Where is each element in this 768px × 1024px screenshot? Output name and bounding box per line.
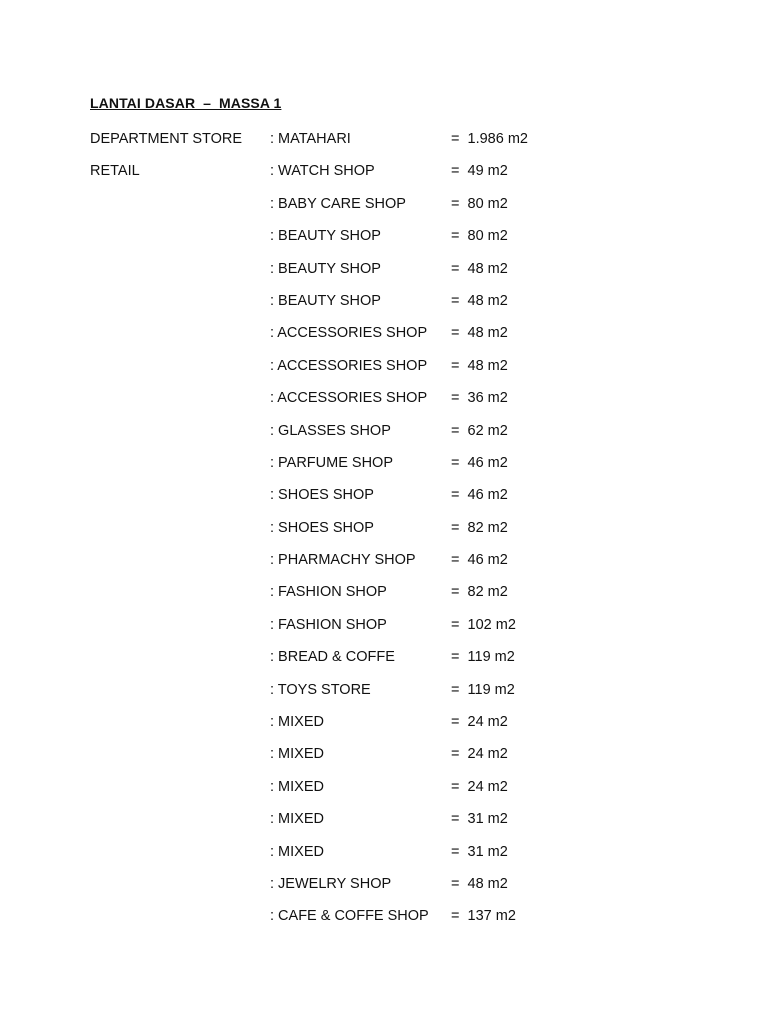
space-area: = 62 m2 xyxy=(451,422,508,439)
space-area: = 82 m2 xyxy=(451,519,508,536)
list-item xyxy=(0,680,768,712)
space-area: = 80 m2 xyxy=(451,228,508,245)
space-area: = 31 m2 xyxy=(451,843,508,860)
list-item xyxy=(0,388,768,420)
space-name: : SHOES SHOP xyxy=(270,519,374,536)
list-item xyxy=(0,453,768,485)
space-name: : WATCH SHOP xyxy=(270,163,375,180)
space-area: = 31 m2 xyxy=(451,811,508,828)
space-name: : MIXED xyxy=(270,811,324,828)
list-item xyxy=(0,582,768,614)
space-area: = 36 m2 xyxy=(451,390,508,407)
list-item xyxy=(0,129,768,161)
area-list xyxy=(0,129,768,939)
page-title: LANTAI DASAR – MASSA 1 xyxy=(90,95,282,111)
space-area: = 49 m2 xyxy=(451,163,508,180)
list-item xyxy=(0,323,768,355)
space-name: : MIXED xyxy=(270,843,324,860)
space-area: = 80 m2 xyxy=(451,195,508,212)
space-name: : PHARMACHY SHOP xyxy=(270,552,416,569)
space-name: : SHOES SHOP xyxy=(270,487,374,504)
list-item xyxy=(0,615,768,647)
space-name: : BEAUTY SHOP xyxy=(270,260,381,277)
space-area: = 46 m2 xyxy=(451,454,508,471)
list-item xyxy=(0,356,768,388)
space-area: = 137 m2 xyxy=(451,908,516,925)
list-item xyxy=(0,259,768,291)
list-item xyxy=(0,809,768,841)
space-area: = 102 m2 xyxy=(451,616,516,633)
list-item xyxy=(0,744,768,776)
list-item xyxy=(0,421,768,453)
space-name: : MIXED xyxy=(270,746,324,763)
list-item xyxy=(0,161,768,193)
space-area: = 48 m2 xyxy=(451,260,508,277)
space-name: : ACCESSORIES SHOP xyxy=(270,390,428,407)
list-item xyxy=(0,842,768,874)
list-item xyxy=(0,874,768,906)
list-item xyxy=(0,518,768,550)
space-area: = 48 m2 xyxy=(451,875,508,892)
space-name: : FASHION SHOP xyxy=(270,584,387,601)
space-name: : BEAUTY SHOP xyxy=(270,292,381,309)
list-item xyxy=(0,906,768,938)
space-name: : GLASSES SHOP xyxy=(270,422,391,439)
space-name: : MIXED xyxy=(270,778,324,795)
space-name: : ACCESSORIES SHOP xyxy=(270,357,428,374)
space-name: : BEAUTY SHOP xyxy=(270,228,381,245)
space-area: = 82 m2 xyxy=(451,584,508,601)
space-name: : MIXED xyxy=(270,714,324,731)
list-item xyxy=(0,712,768,744)
list-item xyxy=(0,647,768,679)
list-item xyxy=(0,226,768,258)
space-area: = 1.986 m2 xyxy=(451,131,528,147)
space-area: = 48 m2 xyxy=(451,357,508,374)
list-item xyxy=(0,485,768,517)
space-area: = 24 m2 xyxy=(451,746,508,763)
list-item xyxy=(0,550,768,582)
space-name: : FASHION SHOP xyxy=(270,616,387,633)
space-name: : BREAD & COFFE xyxy=(270,649,395,666)
space-area: = 46 m2 xyxy=(451,552,508,569)
space-name: : BABY CARE SHOP xyxy=(270,195,406,212)
space-name: : MATAHARI xyxy=(270,131,351,147)
space-name: : ACCESSORIES SHOP xyxy=(270,325,428,342)
space-name: : JEWELRY SHOP xyxy=(270,875,392,892)
category-label: RETAIL xyxy=(90,163,140,180)
space-name: : TOYS STORE xyxy=(270,681,371,698)
space-area: = 119 m2 xyxy=(451,649,515,666)
space-area: = 24 m2 xyxy=(451,714,508,731)
space-area: = 48 m2 xyxy=(451,325,508,342)
space-area: = 119 m2 xyxy=(451,681,515,698)
list-item xyxy=(0,777,768,809)
space-area: = 46 m2 xyxy=(451,487,508,504)
list-item xyxy=(0,291,768,323)
space-name: : PARFUME SHOP xyxy=(270,454,393,471)
list-item xyxy=(0,194,768,226)
category-label: DEPARTMENT STORE xyxy=(90,131,243,147)
space-area: = 24 m2 xyxy=(451,778,508,795)
space-name: : CAFE & COFFE SHOP xyxy=(270,908,429,925)
space-area: = 48 m2 xyxy=(451,292,508,309)
